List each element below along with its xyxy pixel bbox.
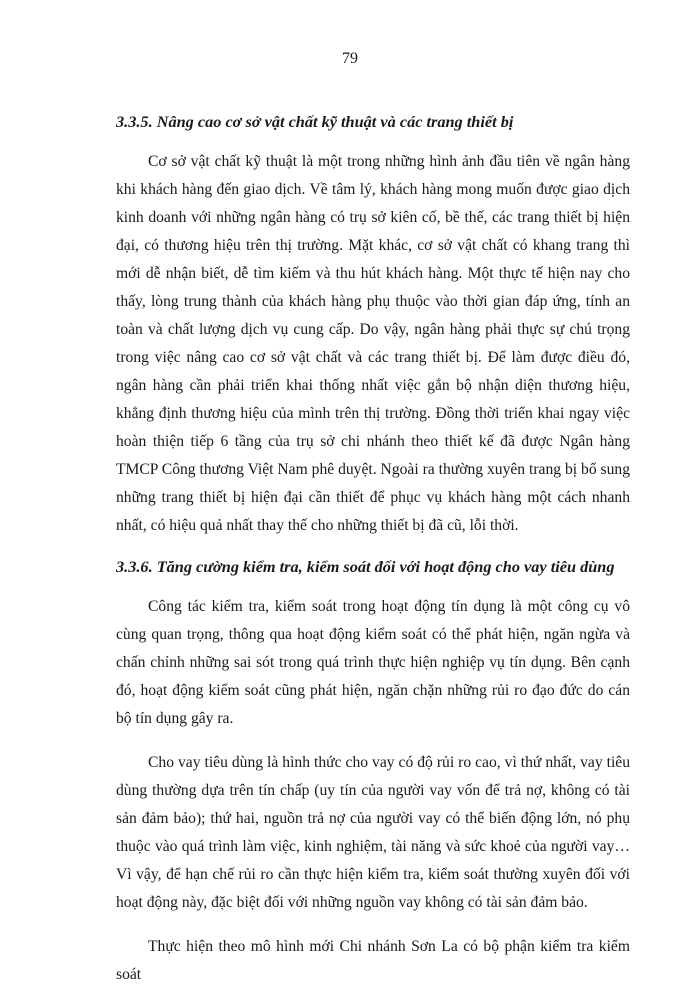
paragraph: Công tác kiểm tra, kiểm soát trong hoạt động tín dụng là một công cụ vô cùng quan trọng, thông qua hoạt động kiểm soát có thể phát hiện, ngăn ngừa và chấn chỉnh những sai sót trong quá trình thực hiện nghiệp vụ tín dụng. Bên cạnh đó, hoạt động kiểm soát cũng phát hiện, ngăn chặn những rủi ro đạo đức do cán bộ tín dụng gây ra. xyxy=(116,598,630,727)
paragraph: Cho vay tiêu dùng là hình thức cho vay có độ rủi ro cao, vì thứ nhất, vay tiêu dùng thường dựa trên tín chấp (uy tín của người vay vốn để trả nợ, không có tài sản đảm bảo); thứ hai, nguồn trả nợ của người vay có thể biến động lớn, nó phụ thuộc vào quá trình làm việc, kinh nghiệm, tài năng và sức khoẻ của người vay…Vì vậy, để hạn chế rủi ro cần thực hiện kiểm tra, kiểm soát thường xuyên đối với hoạt động này, đặc biệt đối với những nguồn vay không có tài sản đảm bảo. xyxy=(116,754,630,911)
paragraph: Cơ sở vật chất kỹ thuật là một trong những hình ảnh đầu tiên về ngân hàng khi khách hàng đến giao dịch. Về tâm lý, khách hàng mong muốn được giao dịch kinh doanh với những ngân hàng có trụ sở kiên cố, bề thế, các trang thiết bị hiện đại, có thương hiệu trên thị trường. Mặt khác, cơ sở vật chất có khang trang thì mới dễ nhận biết, dễ tìm kiếm và thu hút khách hàng. Một thực tế hiện nay cho thấy, lòng trung thành của khách hàng phụ thuộc vào thời gian đáp ứng, tính an toàn và chất lượng dịch vụ cung cấp. Do vậy, ngân hàng phải thực sự chú trọng trong việc nâng cao cơ sở vật chất và các trang thiết bị. Để làm được điều đó, ngân hàng cần phải triển khai thống nhất việc gắn bộ nhận diện thương hiệu, khẳng định thương hiệu của mình trên thị trường. Đồng thời triển khai ngay việc hoàn thiện tiếp 6 tầng của trụ sở chi nhánh theo thiết kế đã được Ngân hàng TMCP Công thương Việt Nam phê duyệt. Ngoài ra thường xuyên trang bị bổ sung những trang thiết bị hiện đại cần thiết để phục vụ khách hàng một cách nhanh nhất, có hiệu quả nhất thay thế cho những thiết bị đã cũ, lỗi thời. xyxy=(116,153,630,534)
section-heading-3-3-5: 3.3.5. Nâng cao cơ sở vật chất kỹ thuật và các trang thiết bị xyxy=(116,112,514,131)
document-body xyxy=(116,112,630,989)
page-number: 79 xyxy=(342,50,358,67)
paragraph: Thực hiện theo mô hình mới Chi nhánh Sơn La có bộ phận kiểm tra kiểm soát xyxy=(116,938,630,983)
section-heading-3-3-6: 3.3.6. Tăng cường kiểm tra, kiểm soát đối với hoạt động cho vay tiêu dùng xyxy=(116,557,615,576)
